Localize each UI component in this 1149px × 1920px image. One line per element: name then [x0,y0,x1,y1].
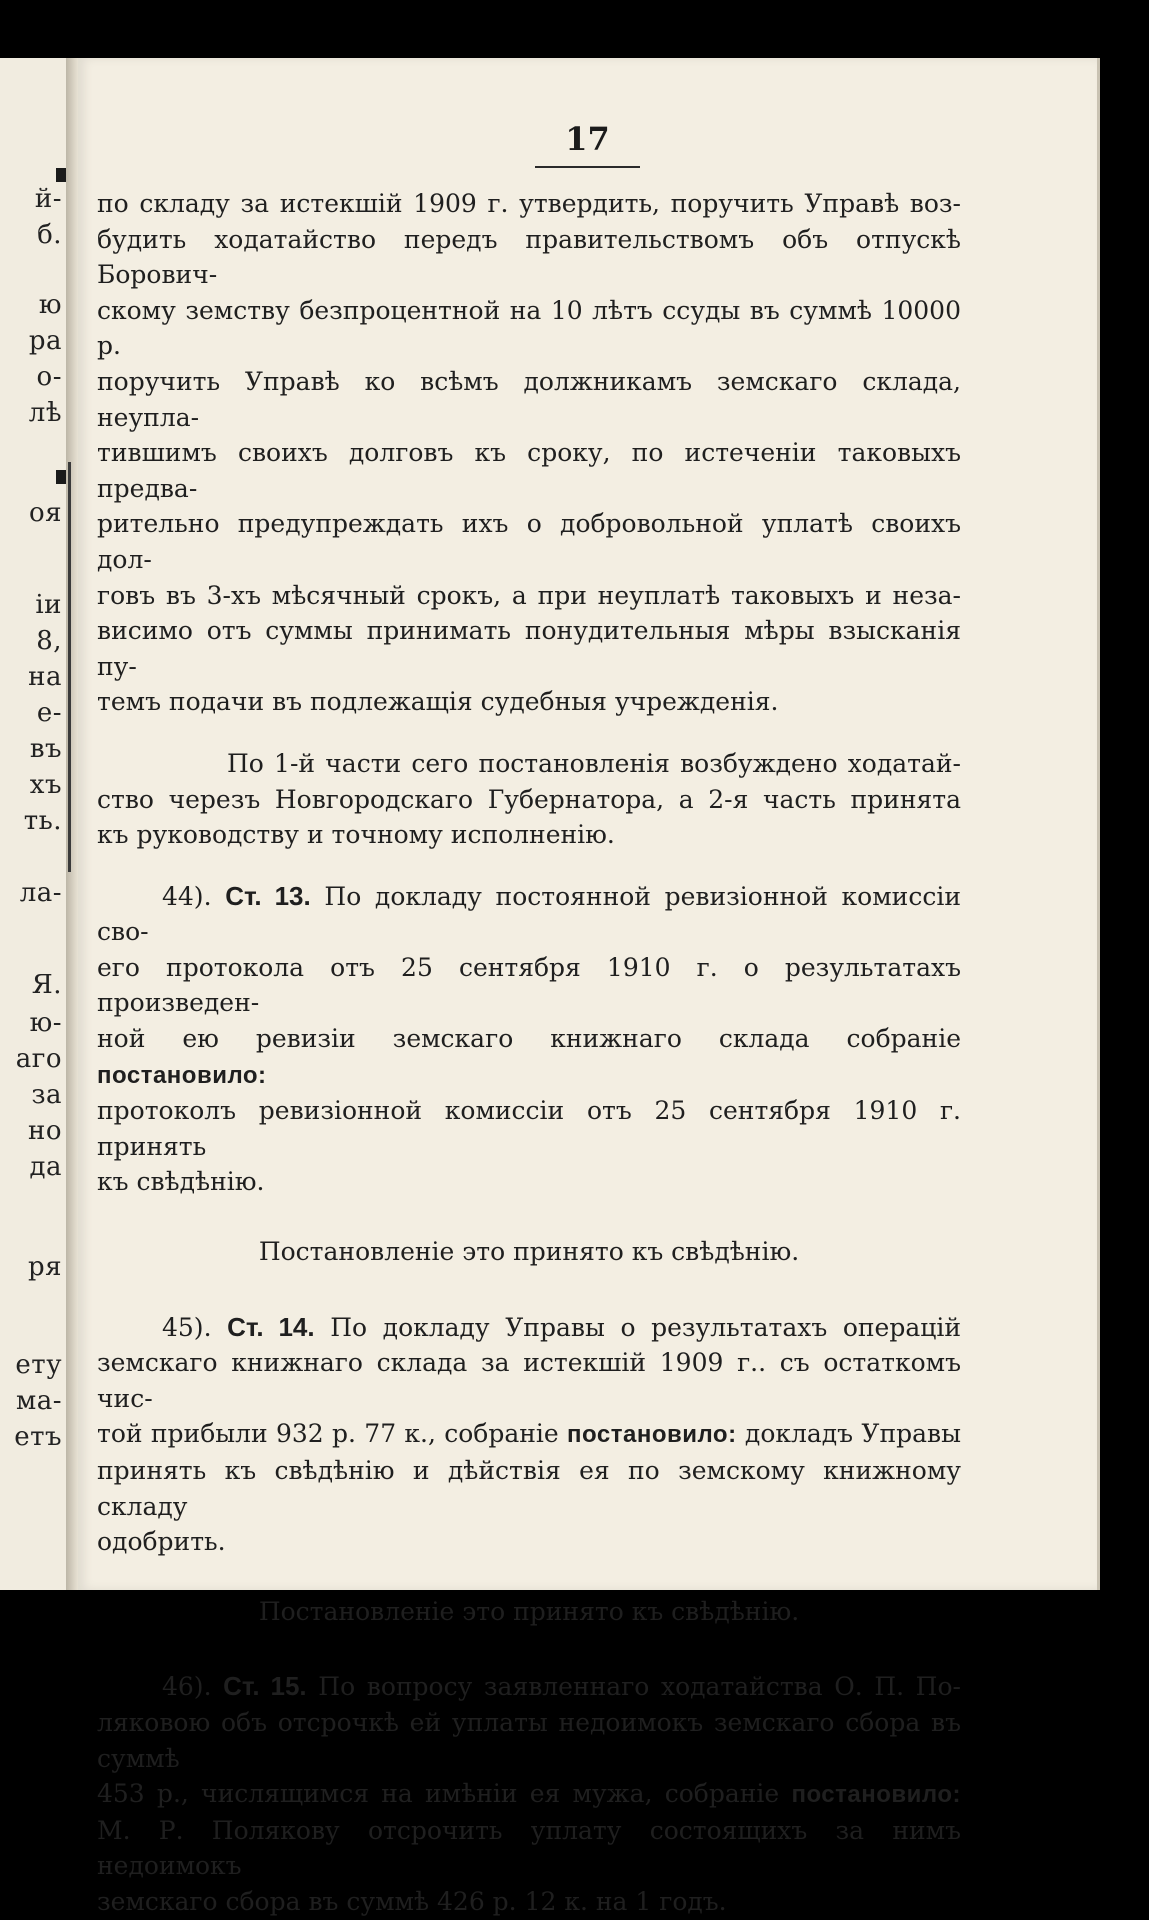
text-line: рительно предупреждать ихъ о добровольной уплатѣ своихъ дол- [97,509,961,574]
text-line [97,879,961,950]
text-line: одобрить. [97,1527,226,1557]
left-fragment: ла- [19,878,62,908]
text-line [97,1416,961,1453]
text-line: тившимъ своихъ долговъ къ сроку, по истеченіи таковыхъ предва- [97,438,961,503]
left-fragment: б. [37,220,62,250]
left-fragment: Я. [31,970,62,1000]
left-fragment: лѣ [28,398,62,428]
paragraph-item-46 [97,1669,961,1919]
text-line: будить ходатайство передъ правительствомъ объ отпускѣ Борович- [97,224,961,290]
document-page [78,58,1097,1916]
left-fragment: ю [38,290,62,320]
left-fragment: аго [15,1044,62,1074]
item-number: 44). [162,881,212,911]
text-span: По вопросу заявленнаго ходатайства О. П. По- [318,1672,961,1702]
text-line: висимо отъ суммы принимать понудительныя мѣры взысканія пу- [97,616,961,681]
left-fragment: ю- [29,1008,62,1038]
article-reference: Ст. 14. [227,1311,315,1342]
text-line [97,1776,961,1813]
left-fragment: етъ [14,1422,62,1452]
decree-keyword: постановило: [97,1061,267,1089]
resolution-note: Постановленіе это принято къ свѣдѣнію. [258,1237,800,1267]
left-fragment: 8, [36,626,62,656]
text-line: поручить Управѣ ко всѣмъ должникамъ земскаго склада, неупла- [97,366,961,432]
paragraph-execution-note [97,746,961,853]
text-line: земскаго сбора въ суммѣ 426 р. 12 к. на 1 годъ. [97,1886,727,1916]
text-line: ляковою объ отсрочкѣ ей уплаты недоимокъ земскаго сбора въ суммѣ [97,1707,961,1773]
paragraph-item-44 [97,879,961,1200]
text-line: по складу за истекшій 1909 г. утвердить, поручить Управѣ воз- [97,189,961,218]
left-fragment: е- [36,698,62,728]
decree-keyword: постановило: [567,1421,737,1449]
left-fragment: на [28,662,62,692]
text-span: докладъ Управы [744,1419,962,1449]
binding-mark [56,168,66,182]
left-fragment: о- [36,362,62,392]
text-line: принять къ свѣдѣнію и дѣйствія ея по земскому книжному складу [97,1456,961,1521]
left-fragment: ра [28,326,62,356]
left-fragment: въ [29,734,62,764]
paragraph-resolution-continued [97,186,961,720]
left-fragment: ря [27,1252,62,1282]
text-line: темъ подачи въ подлежащія судебныя учрежденія. [97,687,779,717]
page-header [78,120,1097,168]
left-fragment: ма- [15,1386,62,1416]
text-line [97,1021,961,1093]
left-fragment: да [29,1152,62,1182]
item-number: 45). [162,1312,212,1342]
text-span: 453 р., числящимся на имѣніи ея мужа, собраніе [97,1779,780,1809]
text-span: По докладу Управы о результатахъ операцій [330,1312,961,1342]
text-line: говъ въ 3-хъ мѣсячный срокъ, а при неуплатѣ таковыхъ и неза- [97,580,961,610]
page-number: 17 [535,120,640,168]
paragraph-item-45 [97,1310,961,1560]
text-span: ной ею ревизіи земскаго книжнаго склада собраніе [97,1024,961,1054]
text-line: къ руководству и точному исполненію. [97,820,615,850]
left-fragment: хъ [29,770,62,800]
text-line: ство черезъ Новгородскаго Губернатора, а 2-я часть принята [97,784,961,814]
text-line: земскаго книжнаго склада за истекшій 1909 г.. съ остаткомъ чис- [97,1348,961,1413]
binding-mark [56,470,66,484]
left-page-fragment [0,58,66,1590]
article-reference: Ст. 13. [225,880,311,911]
item-number: 46). [162,1672,212,1702]
text-line: По 1-й части сего постановленія возбуждено ходатай- [227,748,961,778]
left-fragment: за [31,1080,62,1110]
text-line: протоколъ ревизіонной комиссіи отъ 25 сентября 1910 г. принять [97,1096,961,1161]
text-line: скому земству безпроцентной на 10 лѣтъ ссуды въ суммѣ 10000 р. [97,295,961,361]
left-fragment: ету [15,1350,62,1380]
left-fragment: й- [34,184,62,214]
document-body [97,186,961,1920]
text-line: его протокола отъ 25 сентября 1910 г. о результатахъ произведен- [97,952,961,1018]
resolution-note: Постановленіе это принято къ свѣдѣнію. [258,1596,800,1626]
decree-keyword: постановило: [791,1781,961,1809]
page-edge [1097,58,1100,1590]
text-line [97,1310,961,1346]
text-line [97,1669,961,1705]
text-line: къ свѣдѣнію. [97,1167,265,1197]
left-fragment: ть. [23,806,62,836]
left-fragment: но [28,1116,62,1146]
left-fragment: оя [28,498,62,528]
margin-rule [68,462,71,872]
text-span: той прибыли 932 р. 77 к., собраніе [97,1419,559,1449]
text-line: М. Р. Полякову отсрочить уплату состоящихъ за нимъ недоимокъ [97,1815,961,1881]
article-reference: Ст. 15. [223,1671,307,1702]
text-span: По докладу постоянной ревизіонной комиссіи сво- [97,881,961,947]
left-fragment: іи [35,590,62,620]
